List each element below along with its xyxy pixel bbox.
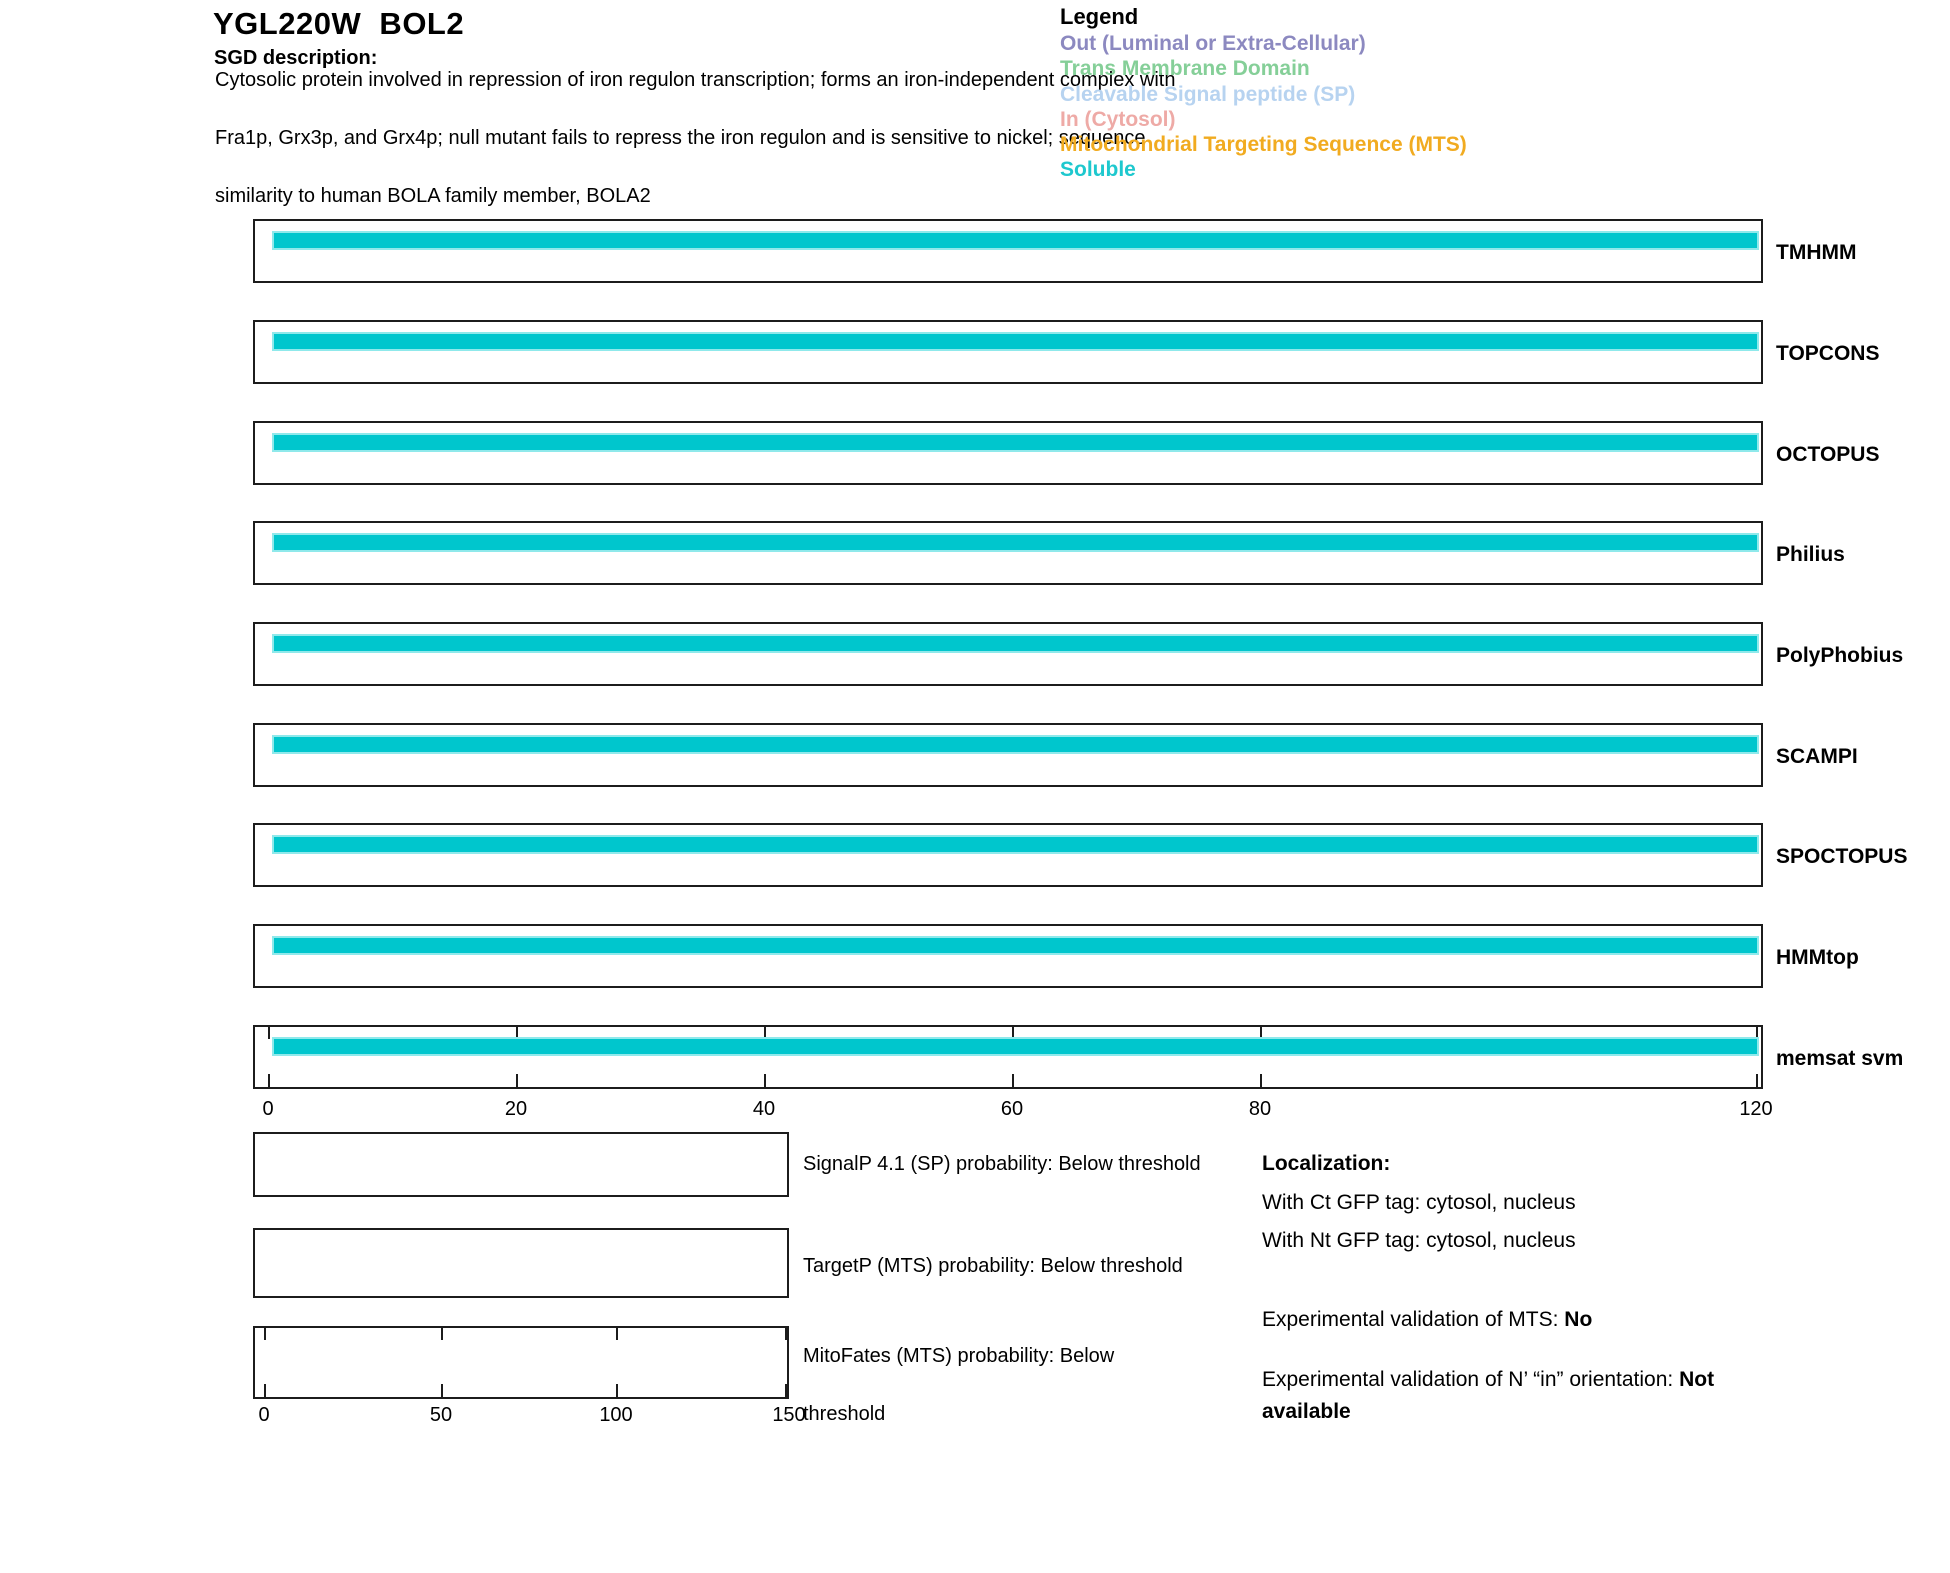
- localization-ct-gfp: With Ct GFP tag: cytosol, nucleus: [1262, 1191, 1576, 1214]
- soluble-bar: [272, 332, 1759, 351]
- sgd-description-line1: Cytosolic protein involved in repression of iron regulon transcription; forms an iron-independent complex with: [215, 69, 1176, 91]
- orientation-validation-value-word1: Not: [1679, 1368, 1715, 1391]
- axis-tick: [1756, 1074, 1758, 1087]
- axis-tick: [268, 1074, 270, 1087]
- track-box-octopus: [253, 421, 1763, 485]
- orientation-validation-line2: available: [1262, 1400, 1351, 1423]
- axis-tick: [268, 1027, 270, 1039]
- axis-tick: [764, 1074, 766, 1087]
- axis-tick: [441, 1384, 443, 1397]
- axis-tick: [785, 1384, 787, 1397]
- sgd-description-text: [215, 66, 1176, 211]
- axis-tick: [264, 1384, 266, 1397]
- track-label-scampi: SCAMPI: [1776, 745, 1858, 768]
- sgd-description-line3: similarity to human BOLA family member, BOLA2: [215, 185, 651, 207]
- track-label-topcons: TOPCONS: [1776, 342, 1880, 365]
- mitofates-probability-box: [253, 1326, 789, 1399]
- axis-tick: [516, 1074, 518, 1087]
- track-label-octopus: OCTOPUS: [1776, 443, 1880, 466]
- track-box-tmhmm: [253, 219, 1763, 283]
- soluble-bar: [272, 835, 1759, 854]
- legend-item-out: Out (Luminal or Extra-Cellular): [1060, 32, 1366, 55]
- legend-item-soluble: Soluble: [1060, 158, 1136, 182]
- soluble-bar: [272, 231, 1759, 250]
- page-title: YGL220W BOL2: [213, 6, 465, 41]
- track-box-scampi: [253, 723, 1763, 787]
- x-axis-tick-label: 60: [1000, 1098, 1024, 1120]
- mts-validation-value: No: [1564, 1308, 1593, 1331]
- legend-item-tmd: Trans Membrane Domain: [1060, 57, 1310, 81]
- soluble-bar: [272, 735, 1759, 754]
- signalp-probability-box: [253, 1132, 789, 1197]
- mts-validation-label: Experimental validation of MTS:: [1262, 1308, 1565, 1331]
- axis-tick: [1260, 1074, 1262, 1087]
- track-box-hmmtop: [253, 924, 1763, 988]
- legend-item-sp: Cleavable Signal peptide (SP): [1060, 82, 1356, 106]
- track-box-memsat-svm: [253, 1025, 1763, 1089]
- localization-nt-gfp: With Nt GFP tag: cytosol, nucleus: [1262, 1229, 1576, 1252]
- legend: [1060, 31, 1467, 183]
- x-axis-tick-label: 120: [1739, 1098, 1773, 1120]
- soluble-bar: [272, 634, 1759, 653]
- soluble-bar: [272, 533, 1759, 552]
- track-label-polyphobius: PolyPhobius: [1776, 644, 1904, 667]
- axis-tick: [616, 1328, 618, 1340]
- x-axis-tick-label: 40: [752, 1098, 776, 1120]
- legend-item-in: In (Cytosol): [1060, 107, 1176, 131]
- prob-axis-tick-label: 150: [772, 1404, 806, 1426]
- soluble-bar: [272, 433, 1759, 452]
- targetp-probability-box: [253, 1228, 789, 1298]
- legend-title: Legend: [1060, 4, 1139, 29]
- track-box-spoctopus: [253, 823, 1763, 887]
- targetp-probability-label: TargetP (MTS) probability: Below threshold: [803, 1255, 1183, 1277]
- axis-tick: [441, 1328, 443, 1340]
- track-box-philius: [253, 521, 1763, 585]
- axis-tick: [264, 1328, 266, 1340]
- soluble-bar: [272, 936, 1759, 955]
- sgd-description-line2: Fra1p, Grx3p, and Grx4p; null mutant fails to repress the iron regulon and is sensitive to nickel; sequence: [215, 127, 1146, 149]
- sgd-description-label: SGD description:: [214, 47, 378, 69]
- prob-axis-tick-label: 100: [599, 1404, 633, 1426]
- axis-tick: [616, 1384, 618, 1397]
- track-label-hmmtop: HMMtop: [1776, 946, 1859, 969]
- mitofates-probability-label: [803, 1342, 1114, 1429]
- track-box-topcons: [253, 320, 1763, 384]
- track-box-polyphobius: [253, 622, 1763, 686]
- prob-axis-tick-label: 0: [258, 1404, 270, 1426]
- mitofates-label-line2: threshold: [803, 1403, 886, 1425]
- orientation-validation-label: Experimental validation of N’ “in” orientation:: [1262, 1368, 1680, 1391]
- x-axis-tick-label: 80: [1248, 1098, 1272, 1120]
- track-label-tmhmm: TMHMM: [1776, 241, 1857, 264]
- x-axis-tick-label: 0: [262, 1098, 274, 1120]
- localization-heading: Localization:: [1262, 1152, 1391, 1175]
- signalp-probability-label: SignalP 4.1 (SP) probability: Below threshold: [803, 1153, 1201, 1175]
- axis-tick: [785, 1328, 787, 1340]
- track-label-memsat-svm: memsat svm: [1776, 1047, 1904, 1070]
- mts-validation-line: [1262, 1308, 1592, 1332]
- track-label-spoctopus: SPOCTOPUS: [1776, 845, 1908, 868]
- mitofates-label-line1: MitoFates (MTS) probability: Below: [803, 1345, 1115, 1367]
- x-axis-tick-label: 20: [504, 1098, 528, 1120]
- axis-tick: [1012, 1074, 1014, 1087]
- orientation-validation-line1: [1262, 1368, 1714, 1392]
- legend-item-mts: Mitochondrial Targeting Sequence (MTS): [1060, 133, 1467, 157]
- soluble-bar: [272, 1037, 1759, 1056]
- prob-axis-tick-label: 50: [429, 1404, 453, 1426]
- track-label-philius: Philius: [1776, 543, 1845, 566]
